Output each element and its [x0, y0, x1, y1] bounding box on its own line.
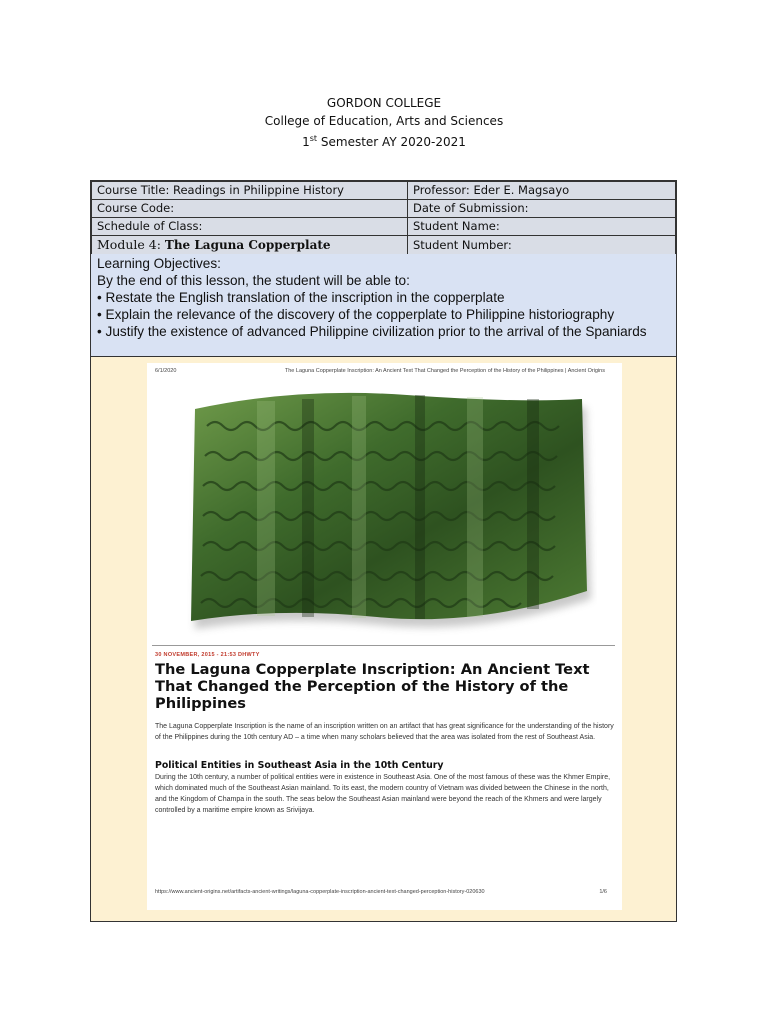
module-title: The Laguna Copperplate	[164, 238, 331, 252]
module-label: Module 4:	[97, 237, 165, 252]
print-title: The Laguna Copperplate Inscription: An Ancient Text That Changed the Perception of the History of the Philippines | Ancient Origins	[284, 368, 605, 374]
article-date: 30 NOVEMBER, 2015 - 21:53 DHWTY	[155, 652, 260, 658]
print-header	[155, 368, 605, 374]
course-code-cell: Course Code:	[92, 200, 408, 218]
print-page: 1/6	[599, 889, 607, 895]
document-header	[0, 94, 768, 151]
print-date: 6/1/2020	[155, 368, 177, 374]
copperplate-image	[177, 381, 597, 641]
professor-cell: Professor: Eder E. Magsayo	[408, 182, 676, 200]
print-url: https://www.ancient-origins.net/artifacts-ancient-writings/laguna-copperplate-inscription-ancient-text-changed-perception-history-020630	[155, 889, 485, 895]
learning-objectives	[91, 254, 676, 357]
objective-item: • Explain the relevance of the discovery of the copperplate to Philippine historiography	[97, 306, 670, 323]
schedule-cell: Schedule of Class:	[92, 218, 408, 236]
date-of-submission-cell: Date of Submission:	[408, 200, 676, 218]
article-lead: The Laguna Copperplate Inscription is the name of an inscription written on an artifact that has great significance for the understanding of the history of the Philippines during the 10th century AD – a time when many scholars believed that the area was isolated from the rest of Southeast Asia.	[155, 723, 614, 741]
print-footer	[155, 889, 607, 895]
module-cell	[92, 236, 408, 255]
objective-item: • Restate the English translation of the inscription in the copperplate	[97, 289, 670, 306]
module-frame	[90, 180, 677, 922]
objective-item: • Justify the existence of advanced Philippine civilization prior to the arrival of the Spaniards	[97, 323, 670, 340]
institution-name: GORDON COLLEGE	[326, 96, 442, 110]
article-divider	[152, 645, 615, 646]
course-info-table	[91, 181, 676, 255]
semester-line: 1st Semester AY 2020-2021	[302, 134, 466, 149]
content-area	[91, 357, 676, 921]
article-subheading: Political Entities in Southeast Asia in the 10th Century	[155, 760, 444, 771]
article-title: The Laguna Copperplate Inscription: An Ancient Text That Changed the Perception of the History of the Philippines	[155, 661, 590, 712]
objectives-heading: Learning Objectives:	[97, 256, 221, 271]
objectives-list	[97, 289, 670, 340]
student-number-cell: Student Number:	[408, 236, 676, 255]
article-printout	[147, 363, 622, 910]
course-title-cell: Course Title: Readings in Philippine History	[92, 182, 408, 200]
objectives-intro: By the end of this lesson, the student will be able to:	[97, 273, 410, 288]
student-name-cell: Student Name:	[408, 218, 676, 236]
college-name: College of Education, Arts and Sciences	[264, 114, 504, 128]
article-body: During the 10th century, a number of political entities were in existence in Southeast Asia. One of the most famous of these was the Khmer Empire, which dominated much of the Southeast Asian mainland. To its east, the modern country of Vietnam was divided between the Chinese in the north, and the Kingdom of Champa in the south. The seas below the Southeast Asian mainland were beyond the reach of the Khmers and were largely controlled by a maritime empire known as Srivijaya.	[155, 774, 611, 814]
